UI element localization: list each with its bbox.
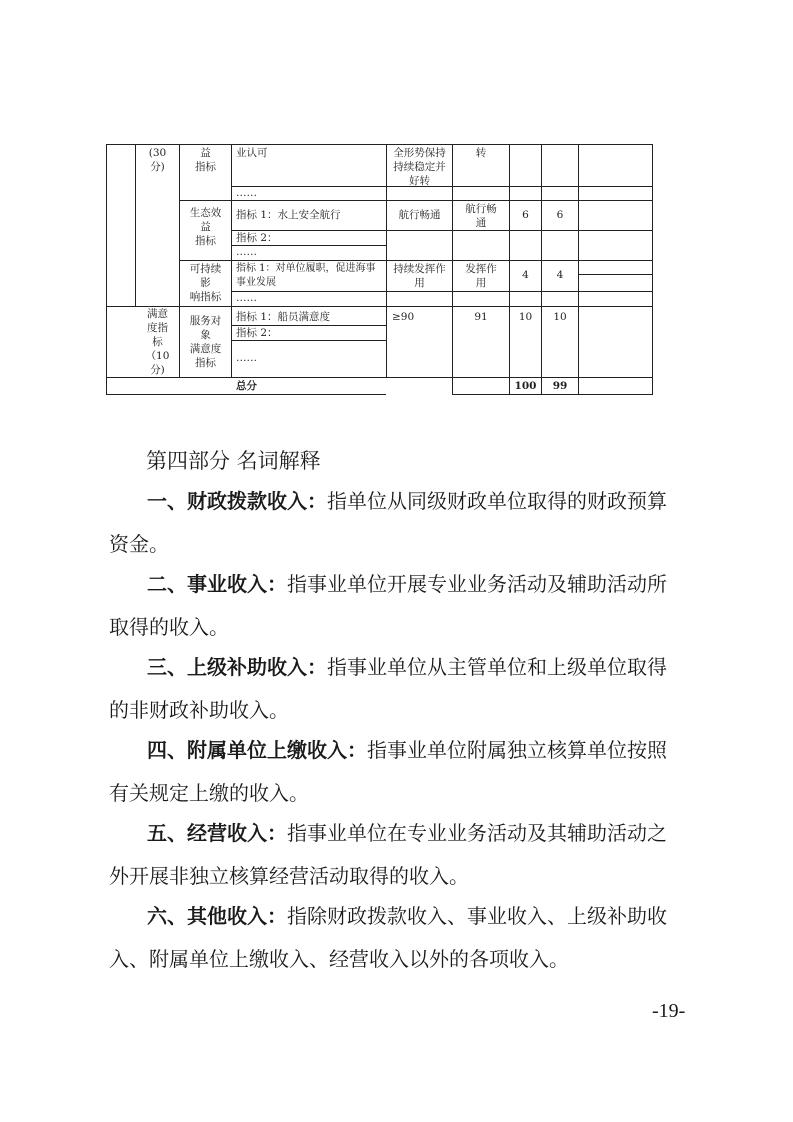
actual-value-cell: 发挥作 用: [465, 263, 497, 289]
definition-paragraph: [109, 480, 699, 566]
definition-text: 指事业单位开展专业业务活动及辅助活动所: [287, 572, 667, 596]
ellipsis-cell: ……: [236, 187, 257, 199]
definition-text: 指事业单位从主管单位和上级单位取得: [327, 655, 667, 679]
definition-text: 指事业单位在专业业务活动及其辅助活动之: [287, 821, 667, 845]
indicator-item-cell: 指标 2：: [236, 327, 278, 339]
actual-value-cell: 航行畅 通: [465, 203, 497, 229]
weight-cell: 10: [518, 311, 533, 323]
indicator-category-cell: 生态效 益 指标: [189, 207, 222, 247]
definition-paragraph: [109, 646, 699, 732]
definition-text: 取得的收入。: [109, 615, 229, 639]
definition-text: 外开展非独立核算经营活动取得的收入。: [109, 864, 469, 888]
weight-cell: 4: [522, 269, 529, 281]
section-score-cell: 满意 度指 标 （10 分): [145, 308, 170, 376]
definition-text: 资金。: [109, 532, 169, 556]
target-value-cell: 航行畅通: [398, 209, 441, 221]
definition-term: 一、财政拨款收入：: [147, 489, 327, 513]
page-number: -19-: [652, 1000, 686, 1022]
definition-term: 六、其他收入：: [147, 904, 287, 928]
ellipsis-cell: ……: [236, 246, 257, 258]
indicator-item-cell: 指标 2：: [236, 232, 278, 244]
definition-paragraph: [109, 729, 699, 815]
target-value-cell: 全形势保持 持续稳定并 好转: [393, 147, 446, 187]
definition-paragraph: [109, 563, 699, 649]
ellipsis-cell: ……: [236, 352, 257, 364]
section-score-cell: (30 分): [148, 147, 167, 173]
indicator-category-cell: 益 指标: [195, 147, 216, 173]
actual-value-cell: 转: [475, 147, 487, 159]
definition-text: 指单位从同级财政单位取得的财政预算: [327, 489, 667, 513]
total-score: 99: [552, 380, 568, 392]
definition-text: 指事业单位附属独立核算单位按照: [367, 738, 667, 762]
definition-term: 三、上级补助收入：: [147, 655, 327, 679]
definition-text: 的非财政补助收入。: [109, 698, 289, 722]
definition-term: 五、经营收入：: [147, 821, 287, 845]
target-value-cell: ≥90: [392, 311, 415, 323]
actual-value-cell: 91: [474, 311, 488, 323]
indicator-item-cell: 业认可: [236, 147, 268, 159]
weight-cell: 6: [522, 209, 529, 221]
definition-text: 指除财政拨款收入、事业收入、上级补助收: [287, 904, 667, 928]
indicator-category-cell: 可持续 影 响指标: [189, 263, 222, 303]
indicator-item-cell: 指标 1：船员满意度: [236, 311, 331, 323]
performance-indicator-table: [0, 0, 793, 400]
definition-text: 入、附属单位上缴收入、经营收入以外的各项收入。: [109, 947, 569, 971]
total-weight: 100: [514, 380, 537, 392]
ellipsis-cell: ……: [236, 292, 257, 304]
definition-term: 二、事业收入：: [147, 572, 287, 596]
indicator-category-cell: 服务对 象 满意度 指标: [189, 315, 222, 369]
score-cell: 10: [553, 311, 567, 323]
definition-term: 四、附属单位上缴收入：: [147, 738, 367, 762]
definition-paragraph: [109, 812, 699, 898]
target-value-cell: 持续发挥作 用: [393, 263, 446, 289]
definition-text: 有关规定上缴的收入。: [109, 781, 309, 805]
indicator-item-cell: 指标 1：对单位履职，促进海事 事业发展: [236, 263, 376, 288]
score-cell: 6: [556, 209, 564, 221]
score-cell: 4: [556, 269, 564, 281]
section-title: 第四部分 名词解释: [146, 449, 321, 473]
definition-paragraph: [109, 895, 699, 981]
indicator-item-cell: 指标 1：水上安全航行: [236, 209, 341, 221]
total-label: 总分: [236, 380, 257, 392]
